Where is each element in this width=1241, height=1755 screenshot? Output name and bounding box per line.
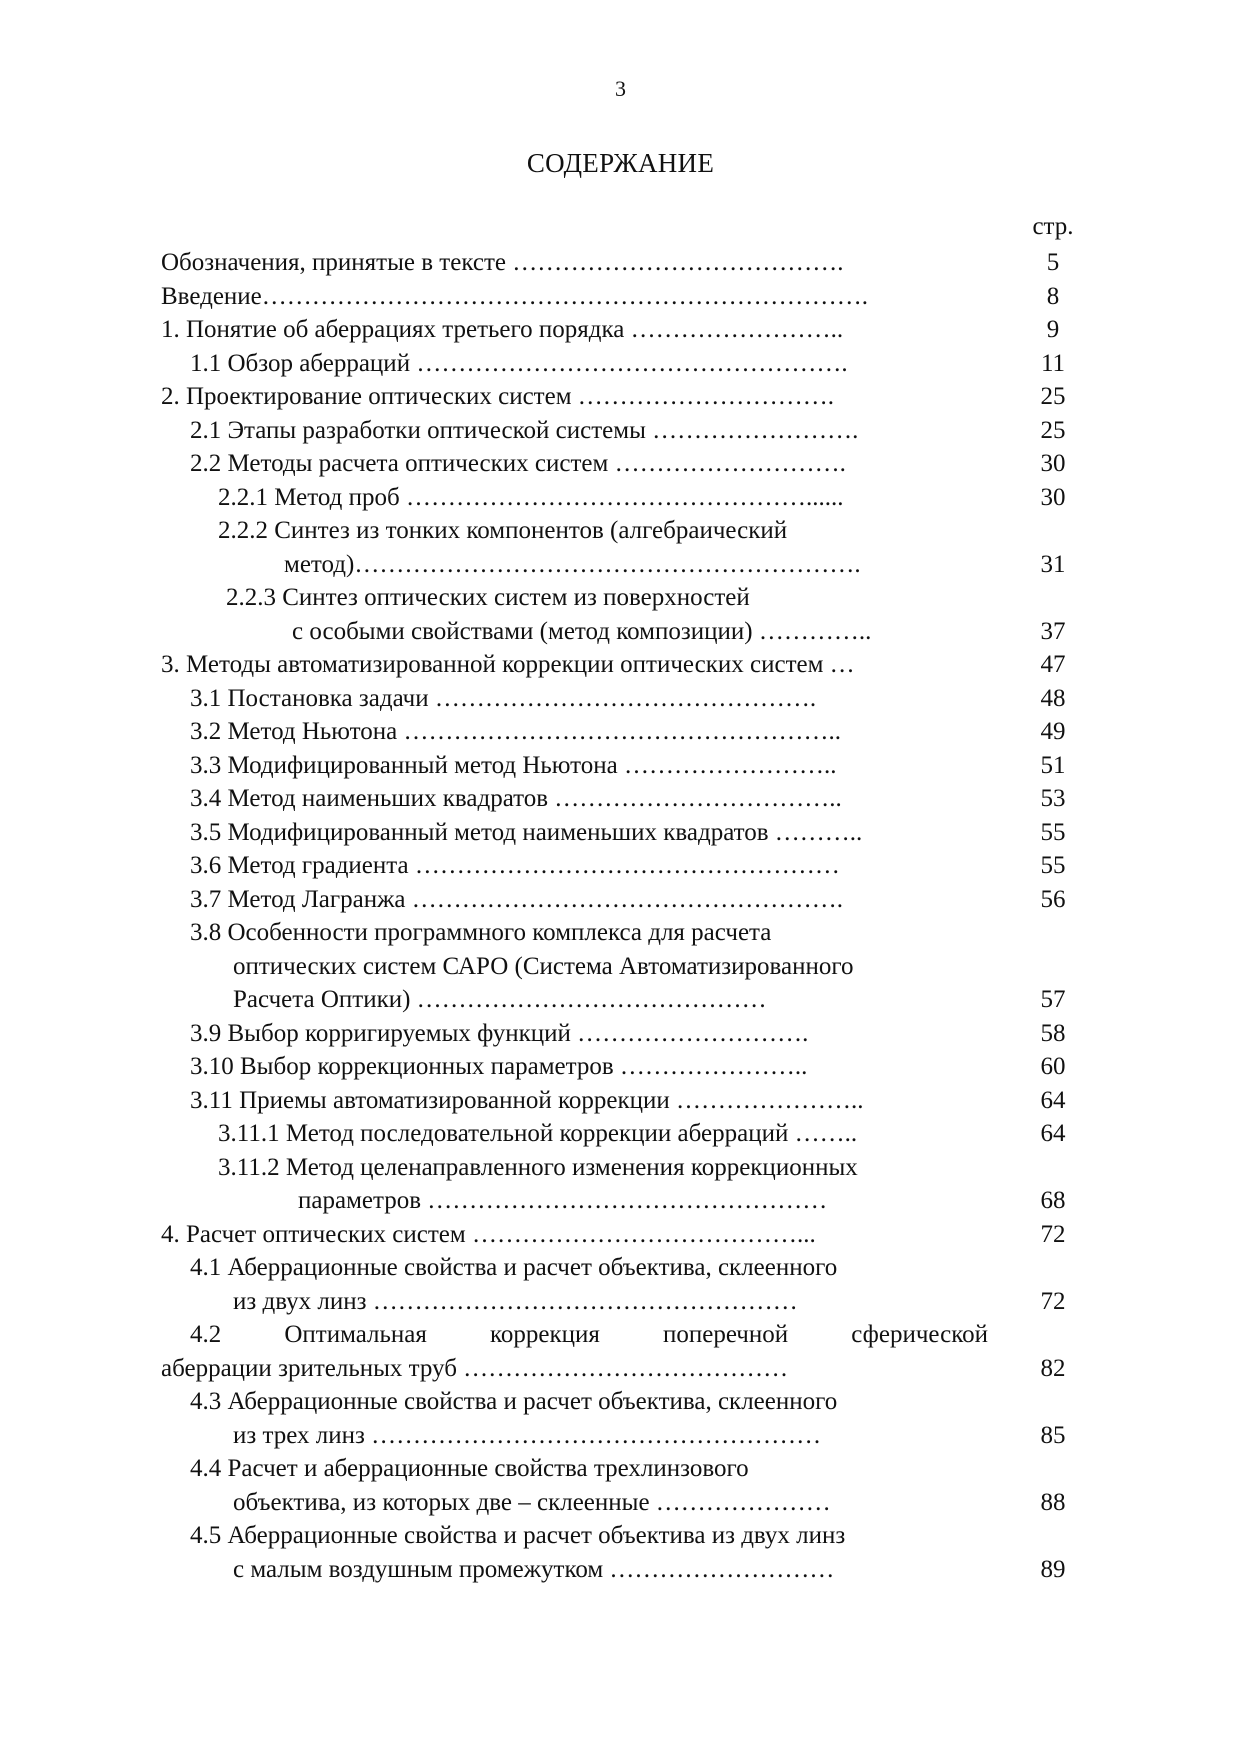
toc-entry-page: 56 [1040,885,1066,913]
toc-entry [0,1452,1241,1486]
toc-entry-page: 11 [1040,349,1066,377]
toc-entry [0,682,1241,716]
toc-entry-title: 3.3 Модифицированный метод Ньютона …………………….. [190,751,837,779]
toc-entry [0,548,1241,582]
toc-entry-page: 55 [1040,852,1066,879]
toc-entry [0,1318,1241,1352]
toc-entry [0,380,1241,414]
toc-entry-page: 30 [1040,450,1066,477]
toc-entry-title: 4.5 Аберрационные свойства и расчет объектива из двух линз [190,1522,846,1549]
toc-entry-title: 4.4 Расчет и аберрационные свойства трехлинзового [190,1455,749,1482]
toc-entry-title: 3.4 Метод наименьших квадратов …………………………….. [190,785,842,812]
toc-entry-title: 3.7 Метод Лагранжа ……………………………………………. [190,885,843,913]
toc-entry-page: 51 [1040,751,1066,779]
table-of-contents [0,246,1241,1586]
toc-entry-title: из двух линз …………………………………………… [233,1287,798,1315]
toc-entry-title: оптических систем САРО (Система Автоматизированного [233,952,854,980]
toc-entry-title: 1.1 Обзор аберраций ……………………………………………. [190,349,848,377]
toc-entry [0,280,1241,314]
toc-entry-word: Оптимальная [284,1321,427,1348]
toc-entry-word: 4.2 [190,1321,222,1348]
toc-entry [0,916,1241,950]
toc-entry-title: 3.1 Постановка задачи ………………………………………. [190,684,817,712]
toc-entry [0,1419,1241,1453]
toc-entry-title: 3. Методы автоматизированной коррекции оптических систем … [161,651,855,678]
page-number: 3 [615,76,626,101]
toc-entry-title: с особыми свойствами (метод композиции) ………….. [292,617,872,645]
toc-entry [0,1251,1241,1285]
toc-entry-page: 49 [1040,718,1066,745]
toc-entry-title: из трех линз ……………………………………………… [233,1421,822,1449]
toc-entry-page: 82 [1040,1354,1066,1382]
toc-entry-page: 60 [1040,1053,1066,1080]
toc-entry-page: 58 [1040,1019,1066,1047]
toc-entry-page: 89 [1040,1555,1066,1583]
toc-entry-title: 3.8 Особенности программного комплекса для расчета [190,919,772,946]
toc-entry-title: 2. Проектирование оптических систем …………………………. [161,383,835,410]
toc-entry [0,347,1241,381]
toc-entry-title: 2.2.1 Метод проб …………………………………………...... [218,483,844,511]
toc-entry-title: 2.2 Методы расчета оптических систем ………………………. [190,450,846,477]
toc-entry-title [190,1318,988,1352]
toc-entry [0,1519,1241,1553]
toc-entry-page: 72 [1040,1287,1066,1315]
toc-entry-title: 2.2.3 Синтез оптических систем из поверхностей [226,584,750,611]
toc-entry-title: объектива, из которых две – склеенные ………………… [233,1488,831,1516]
toc-entry-page: 31 [1040,550,1066,578]
toc-entry-page: 47 [1040,651,1066,678]
toc-entry-page: 9 [1046,316,1060,343]
toc-entry [0,782,1241,816]
toc-entry [0,246,1241,280]
toc-entry-title: 1. Понятие об аберрациях третьего порядка …………………….. [161,316,844,343]
toc-entry-title: Обозначения, принятые в тексте …………………………………. [161,249,844,276]
toc-entry-page: 25 [1040,416,1066,444]
toc-entry [0,883,1241,917]
toc-entry-title: 2.1 Этапы разработки оптической системы ……………………. [190,416,859,444]
toc-entry [0,715,1241,749]
toc-entry-title: 4.1 Аберрационные свойства и расчет объектива, склеенного [190,1254,838,1281]
toc-entry [0,950,1241,984]
toc-entry-word: сферической [851,1321,988,1348]
toc-entry-page: 64 [1040,1120,1066,1147]
toc-entry-page: 85 [1040,1421,1066,1449]
toc-entry-title: Расчета Оптики) …………………………………… [233,986,767,1013]
toc-entry-title: 4. Расчет оптических систем …………………………………... [161,1220,816,1248]
toc-entry-page: 53 [1040,785,1066,812]
toc-entry-page: 88 [1040,1488,1066,1516]
toc-entry-title: 3.2 Метод Ньютона …………………………………………….. [190,718,841,745]
toc-entry-page: 64 [1040,1086,1066,1114]
toc-entry-page: 8 [1046,282,1060,310]
toc-entry [0,1553,1241,1587]
toc-entry-page: 5 [1046,249,1060,276]
toc-entry [0,1117,1241,1151]
toc-entry [0,983,1241,1017]
toc-entry [0,581,1241,615]
toc-entry-title: параметров ………………………………………… [298,1187,828,1214]
toc-entry [0,1285,1241,1319]
toc-entry [0,414,1241,448]
toc-entry-title: с малым воздушным промежутком ……………………… [233,1555,835,1583]
toc-entry-page: 57 [1040,986,1066,1013]
toc-entry-title: 2.2.2 Синтез из тонких компонентов (алгебраический [218,517,788,544]
toc-entry-word: коррекция [490,1321,600,1348]
toc-entry-page: 25 [1040,383,1066,410]
toc-entry-title: 4.3 Аберрационные свойства и расчет объектива, склеенного [190,1388,838,1415]
toc-entry [0,313,1241,347]
toc-entry [0,1017,1241,1051]
toc-entry-title: 3.11 Приемы автоматизированной коррекции ………………….. [190,1086,864,1114]
toc-entry [0,1184,1241,1218]
toc-entry-title: метод)……………………………………………………. [284,550,861,578]
toc-entry [0,1218,1241,1252]
toc-entry-title: 3.11.1 Метод последовательной коррекции аберраций …….. [218,1120,858,1147]
toc-entry [0,648,1241,682]
toc-entry [0,1084,1241,1118]
toc-entry-title: 3.9 Выбор корригируемых функций ………………………. [190,1019,809,1047]
toc-entry [0,1385,1241,1419]
toc-entry-title: аберрации зрительных труб ………………………………… [161,1354,789,1382]
toc-entry [0,1486,1241,1520]
toc-entry-page: 48 [1040,684,1066,712]
toc-entry-page: 55 [1040,818,1066,846]
page-title: СОДЕРЖАНИЕ [526,148,715,178]
toc-entry-title: 3.11.2 Метод целенаправленного изменения коррекционных [218,1153,858,1181]
toc-entry-page: 68 [1040,1187,1066,1214]
toc-entry-page: 72 [1040,1220,1066,1248]
toc-entry [0,447,1241,481]
toc-entry-page: 30 [1040,483,1066,511]
toc-entry-title: Введение………………………………………………………………. [161,282,869,310]
toc-entry [0,849,1241,883]
toc-entry [0,816,1241,850]
toc-entry [0,1151,1241,1185]
toc-entry [0,749,1241,783]
toc-entry-page: 37 [1040,617,1066,645]
toc-entry [0,615,1241,649]
toc-entry [0,481,1241,515]
toc-entry-title: 3.5 Модифицированный метод наименьших квадратов ……….. [190,818,863,846]
toc-entry-word: поперечной [662,1321,789,1348]
toc-entry [0,514,1241,548]
toc-entry-title: 3.6 Метод градиента …………………………………………… [190,852,840,879]
toc-entry [0,1050,1241,1084]
toc-entry [0,1352,1241,1386]
toc-entry-title: 3.10 Выбор коррекционных параметров ………………….. [190,1053,808,1080]
page-column-header: стр. [1032,213,1074,240]
